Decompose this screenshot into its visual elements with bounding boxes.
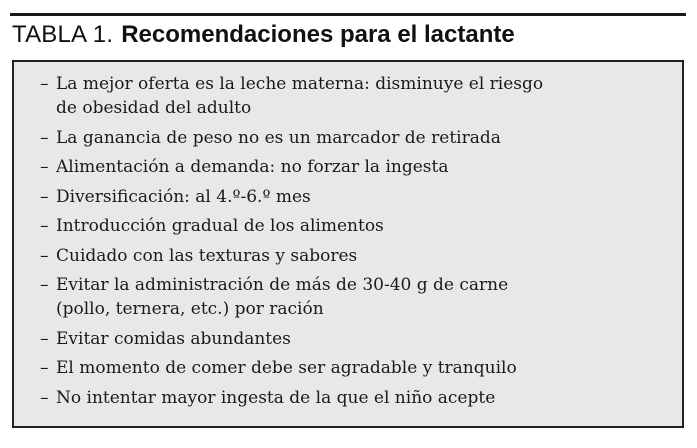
list-item-text: Alimentación a demanda: no forzar la ingesta bbox=[56, 157, 449, 177]
recommendations-list bbox=[40, 72, 543, 415]
list-item bbox=[40, 327, 543, 351]
recommendations-box bbox=[12, 60, 684, 428]
list-item bbox=[40, 72, 543, 120]
list-item bbox=[40, 273, 543, 321]
table-heading: Recomendaciones para el lactante bbox=[121, 21, 515, 48]
list-item bbox=[40, 214, 543, 238]
list-dash: – bbox=[40, 328, 49, 349]
list-item-text: Evitar la administración de más de 30-40 g de carne bbox=[56, 275, 509, 295]
list-item bbox=[40, 155, 543, 179]
list-item bbox=[40, 185, 543, 209]
list-dash: – bbox=[40, 216, 49, 236]
table-title bbox=[12, 20, 515, 50]
list-item-text: La mejor oferta es la leche materna: disminuye el riesgo bbox=[56, 74, 544, 94]
list-item-text: Cuidado con las texturas y sabores bbox=[56, 245, 358, 266]
list-dash: – bbox=[40, 245, 49, 266]
table-label: TABLA 1. bbox=[12, 21, 114, 48]
list-item-text: Introducción gradual de los alimentos bbox=[56, 216, 384, 236]
list-item-text: El momento de comer debe ser agradable y tranquilo bbox=[56, 358, 517, 378]
list-item-text: Diversificación: al 4.º-6.º mes bbox=[56, 186, 311, 207]
list-item bbox=[40, 244, 543, 268]
list-item bbox=[40, 356, 543, 380]
list-item-text-continued: (pollo, ternera, etc.) por ración bbox=[56, 299, 324, 319]
list-item-text: La ganancia de peso no es un marcador de retirada bbox=[56, 127, 501, 148]
list-dash: – bbox=[40, 358, 49, 378]
list-item-text: No intentar mayor ingesta de la que el niño acepte bbox=[56, 387, 496, 408]
list-dash: – bbox=[40, 157, 49, 177]
list-item bbox=[40, 386, 543, 410]
top-rule bbox=[10, 13, 686, 16]
list-dash: – bbox=[40, 186, 49, 207]
list-dash: – bbox=[40, 275, 49, 295]
list-item-text: Evitar comidas abundantes bbox=[56, 328, 291, 349]
list-dash: – bbox=[40, 127, 49, 148]
list-dash: – bbox=[40, 74, 49, 94]
list-dash: – bbox=[40, 387, 49, 408]
list-item-text-continued: de obesidad del adulto bbox=[56, 98, 252, 118]
list-item bbox=[40, 126, 543, 150]
